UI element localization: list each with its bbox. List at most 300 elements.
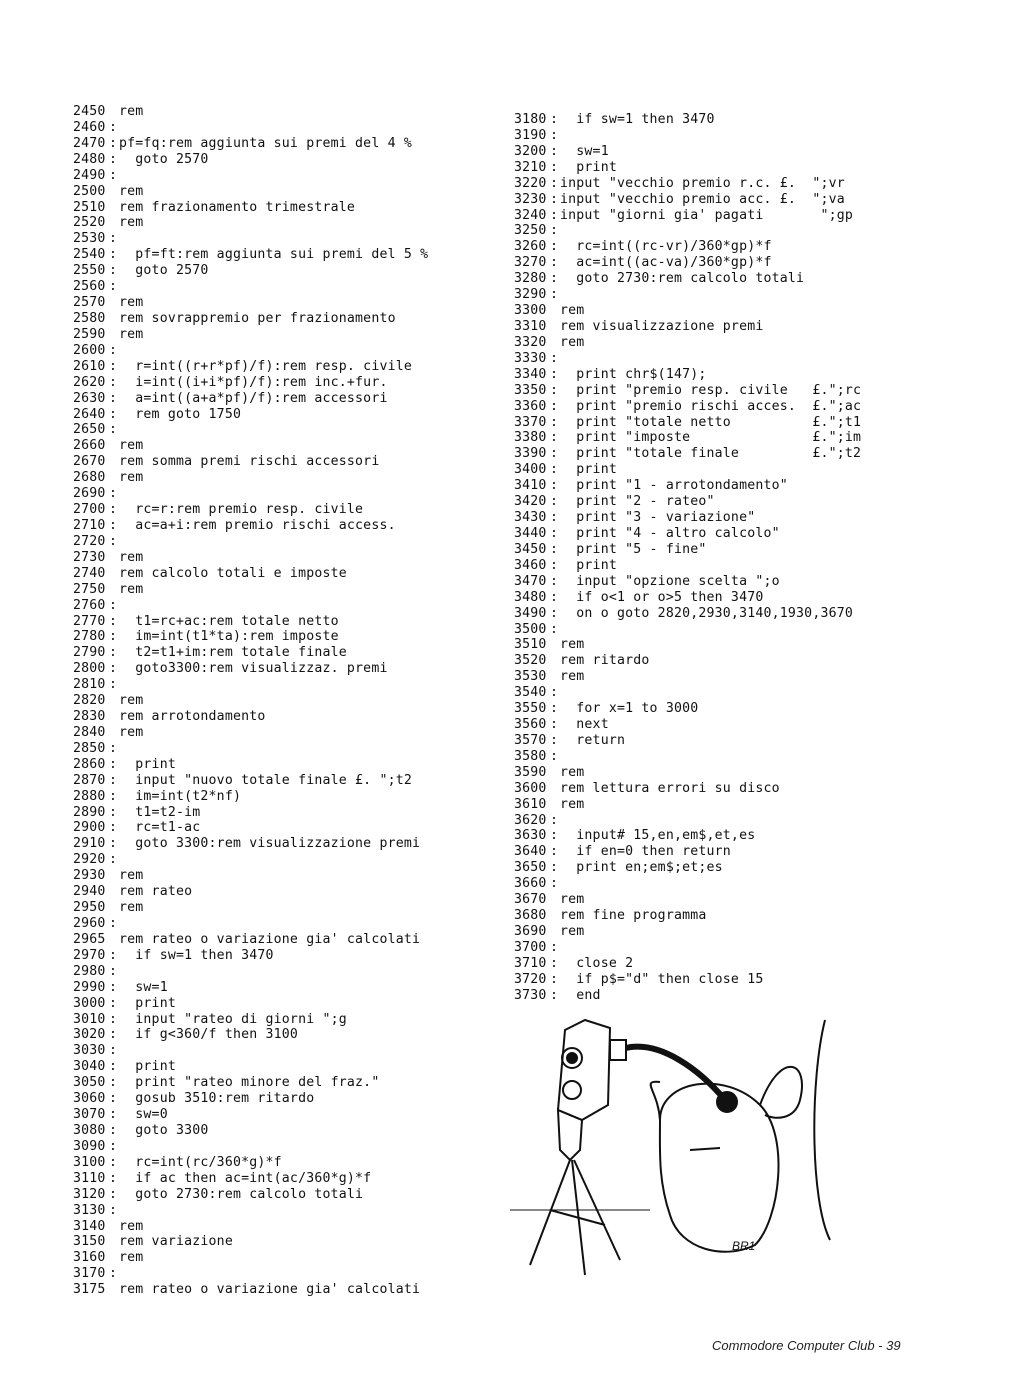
code-line <box>73 948 513 964</box>
line-number: 3620 <box>514 812 547 828</box>
line-separator: : <box>109 167 118 183</box>
line-number: 3660 <box>514 876 547 892</box>
code-text: goto 2570 <box>119 263 209 279</box>
code-text: print <box>119 756 176 772</box>
code-text: rem <box>119 900 144 916</box>
line-number: 2450 <box>73 104 106 119</box>
line-number: 3060 <box>73 1091 106 1107</box>
code-line <box>73 1043 513 1059</box>
code-text: rem fine programma <box>560 908 707 924</box>
code-line <box>73 773 513 789</box>
line-number: 3570 <box>514 732 547 748</box>
code-text: rem rateo <box>119 884 193 900</box>
code-line <box>514 574 984 590</box>
code-line <box>514 399 984 415</box>
code-text: print "premio rischi acces. £.";ac <box>560 398 862 414</box>
line-number: 2890 <box>73 804 106 820</box>
code-line <box>73 1075 513 1091</box>
code-text: rem <box>119 326 144 342</box>
line-separator: : <box>550 191 559 207</box>
code-text: for x=1 to 3000 <box>560 701 699 717</box>
code-text: rem variazione <box>119 1234 233 1250</box>
code-line <box>73 916 513 932</box>
line-number: 3710 <box>514 955 547 971</box>
line-separator: : <box>550 478 559 494</box>
code-line <box>73 598 513 614</box>
code-text: rem <box>560 669 585 685</box>
code-line <box>514 446 984 462</box>
line-number: 2840 <box>73 724 106 740</box>
mouse-cartoon-icon <box>651 1020 830 1252</box>
code-line <box>73 820 513 836</box>
line-number: 3320 <box>514 334 547 350</box>
code-line <box>514 239 984 255</box>
line-separator: : <box>550 271 559 287</box>
line-separator: : <box>550 350 559 366</box>
code-line <box>514 653 984 669</box>
line-number: 3350 <box>514 382 547 398</box>
line-separator: : <box>550 159 559 175</box>
line-number: 3190 <box>514 127 547 143</box>
code-text: rc=t1-ac <box>119 820 201 836</box>
line-separator: : <box>550 589 559 605</box>
code-line <box>514 542 984 558</box>
line-number: 3240 <box>514 207 547 223</box>
line-number: 2460 <box>73 119 106 135</box>
line-number: 2920 <box>73 852 106 868</box>
code-line <box>73 454 513 470</box>
code-text: rem <box>560 637 585 653</box>
code-text: end <box>560 987 601 1003</box>
code-line <box>73 852 513 868</box>
line-number: 2910 <box>73 836 106 852</box>
code-line <box>514 430 984 446</box>
line-number: 3030 <box>73 1043 106 1059</box>
line-number: 3070 <box>73 1107 106 1123</box>
line-separator: : <box>550 382 559 398</box>
code-text: rem <box>119 470 144 486</box>
code-text: rem sovrappremio per frazionamento <box>119 310 396 326</box>
line-separator: : <box>109 836 118 852</box>
code-text: print <box>119 995 176 1011</box>
code-line <box>514 637 984 653</box>
line-number: 2640 <box>73 406 106 422</box>
line-number: 3260 <box>514 239 547 255</box>
code-line <box>73 1027 513 1043</box>
code-line <box>514 876 984 892</box>
code-text: print "rateo minore del fraz." <box>119 1075 380 1091</box>
code-line <box>73 1107 513 1123</box>
line-number: 2830 <box>73 709 106 725</box>
line-number: 2530 <box>73 231 106 247</box>
code-line <box>73 789 513 805</box>
code-line <box>73 884 513 900</box>
line-number: 2690 <box>73 486 106 502</box>
code-line <box>514 112 984 128</box>
line-number: 2990 <box>73 979 106 995</box>
code-text: i=int((i+i*pf)/f):rem inc.+fur. <box>119 374 388 390</box>
code-text: rem <box>119 693 144 709</box>
line-number: 2510 <box>73 199 106 215</box>
line-separator: : <box>550 860 559 876</box>
code-line <box>514 208 984 224</box>
code-text: rem <box>119 295 144 311</box>
code-line <box>73 231 513 247</box>
line-number: 2540 <box>73 247 106 263</box>
code-line <box>514 813 984 829</box>
line-number: 3460 <box>514 557 547 573</box>
code-line <box>514 781 984 797</box>
line-number: 3230 <box>514 191 547 207</box>
code-text: print <box>560 462 617 478</box>
code-line <box>73 327 513 343</box>
line-separator: : <box>550 239 559 255</box>
code-text: rem <box>119 549 144 565</box>
code-text: input "rateo di giorni ";g <box>119 1011 347 1027</box>
line-separator: : <box>550 955 559 971</box>
line-separator: : <box>109 852 118 868</box>
line-separator: : <box>550 398 559 414</box>
code-line <box>73 1155 513 1171</box>
code-line <box>73 741 513 757</box>
code-text: rem <box>560 303 585 319</box>
line-separator: : <box>109 1043 118 1059</box>
code-line <box>73 1171 513 1187</box>
line-separator: : <box>550 255 559 271</box>
code-text: rem <box>119 1250 144 1266</box>
line-separator: : <box>109 740 118 756</box>
line-number: 3310 <box>514 318 547 334</box>
code-text: return <box>560 732 626 748</box>
line-separator: : <box>550 494 559 510</box>
line-separator: : <box>550 112 559 127</box>
code-line <box>514 892 984 908</box>
code-line <box>73 1282 513 1298</box>
line-separator: : <box>109 995 118 1011</box>
code-line <box>514 988 984 1004</box>
code-text: print "imposte £.";im <box>560 430 862 446</box>
line-separator: : <box>550 685 559 701</box>
line-separator: : <box>109 1154 118 1170</box>
line-separator: : <box>109 597 118 613</box>
line-number: 2980 <box>73 963 106 979</box>
code-line <box>514 192 984 208</box>
line-number: 2730 <box>73 549 106 565</box>
code-line <box>514 287 984 303</box>
line-number: 2580 <box>73 310 106 326</box>
code-line <box>73 470 513 486</box>
code-line <box>73 693 513 709</box>
line-number: 3110 <box>73 1170 106 1186</box>
line-number: 3480 <box>514 589 547 605</box>
code-line <box>514 956 984 972</box>
code-line <box>73 980 513 996</box>
line-number: 2960 <box>73 916 106 932</box>
code-line <box>514 510 984 526</box>
code-line <box>73 168 513 184</box>
code-line <box>514 415 984 431</box>
code-line <box>514 160 984 176</box>
code-text: ac=int((ac-va)/360*gp)*f <box>560 255 772 271</box>
code-line <box>514 526 984 542</box>
line-separator: : <box>109 661 118 677</box>
line-number: 2500 <box>73 183 106 199</box>
page-footer: Commodore Computer Club - 39 <box>712 1338 901 1353</box>
line-separator: : <box>550 127 559 143</box>
code-line <box>73 359 513 375</box>
code-line <box>514 940 984 956</box>
line-number: 3150 <box>73 1234 106 1250</box>
code-text: goto 2570 <box>119 151 209 167</box>
line-number: 3130 <box>73 1202 106 1218</box>
line-separator: : <box>550 175 559 191</box>
line-number: 3640 <box>514 844 547 860</box>
line-separator: : <box>550 446 559 462</box>
line-number: 2490 <box>73 167 106 183</box>
line-number: 2660 <box>73 438 106 454</box>
line-separator: : <box>109 502 118 518</box>
line-number: 3290 <box>514 287 547 303</box>
code-line <box>73 120 513 136</box>
line-separator: : <box>109 231 118 247</box>
code-line <box>73 757 513 773</box>
code-text: goto 3300 <box>119 1123 209 1138</box>
line-number: 3000 <box>73 995 106 1011</box>
code-text: t1=rc+ac:rem totale netto <box>119 613 339 629</box>
code-text: gosub 3510:rem ritardo <box>119 1091 315 1107</box>
line-number: 2970 <box>73 947 106 963</box>
code-line <box>514 383 984 399</box>
line-separator: : <box>550 971 559 987</box>
code-text: close 2 <box>560 955 634 971</box>
code-text: rem rateo o variazione gia' calcolati <box>119 1282 421 1298</box>
line-separator: : <box>550 605 559 621</box>
line-separator: : <box>550 939 559 955</box>
code-line <box>514 335 984 351</box>
code-text: rem <box>119 183 144 199</box>
line-separator: : <box>109 151 118 167</box>
code-text: input "opzione scelta ";o <box>560 573 780 589</box>
code-text: print en;em$;et;es <box>560 860 723 876</box>
line-number: 3200 <box>514 143 547 159</box>
code-line <box>73 279 513 295</box>
code-text: print "2 - rateo" <box>560 494 715 510</box>
code-line <box>514 908 984 924</box>
line-number: 3010 <box>73 1011 106 1027</box>
line-separator: : <box>109 342 118 358</box>
code-line <box>514 749 984 765</box>
line-separator: : <box>109 613 118 629</box>
code-line <box>514 255 984 271</box>
line-number: 3490 <box>514 605 547 621</box>
code-text: rem calcolo totali e imposte <box>119 565 347 581</box>
line-separator: : <box>550 510 559 526</box>
code-line <box>73 836 513 852</box>
code-line <box>73 486 513 502</box>
line-number: 2590 <box>73 326 106 342</box>
code-line <box>73 1266 513 1282</box>
code-text: im=int(t2*nf) <box>119 788 242 804</box>
code-text: rem <box>560 924 585 940</box>
code-line <box>73 1234 513 1250</box>
line-separator: : <box>109 1202 118 1218</box>
line-number: 3420 <box>514 494 547 510</box>
code-text: input# 15,en,em$,et,es <box>560 828 756 844</box>
line-number: 3730 <box>514 987 547 1003</box>
code-text: on o goto 2820,2930,3140,1930,3670 <box>560 605 854 621</box>
line-separator: : <box>109 1075 118 1091</box>
line-number: 2620 <box>73 374 106 390</box>
line-separator: : <box>109 645 118 661</box>
line-number: 3370 <box>514 414 547 430</box>
line-separator: : <box>109 406 118 422</box>
line-separator: : <box>109 279 118 295</box>
line-separator: : <box>550 876 559 892</box>
line-separator: : <box>550 462 559 478</box>
line-number: 3720 <box>514 971 547 987</box>
line-separator: : <box>109 1091 118 1107</box>
line-number: 3390 <box>514 446 547 462</box>
line-number: 3650 <box>514 860 547 876</box>
line-separator: : <box>550 287 559 303</box>
code-line <box>514 972 984 988</box>
line-number: 3175 <box>73 1282 106 1298</box>
code-text: input "nuovo totale finale £. ";t2 <box>119 772 413 788</box>
code-line <box>73 438 513 454</box>
code-text: if en=0 then return <box>560 844 731 860</box>
line-separator: : <box>109 533 118 549</box>
line-separator: : <box>109 263 118 279</box>
line-number: 2740 <box>73 565 106 581</box>
line-number: 3560 <box>514 717 547 733</box>
code-text: if o<1 or o>5 then 3470 <box>560 589 764 605</box>
line-number: 3210 <box>514 159 547 175</box>
line-number: 3330 <box>514 350 547 366</box>
code-text: print "3 - variazione" <box>560 510 756 526</box>
line-separator: : <box>550 557 559 573</box>
line-separator: : <box>109 772 118 788</box>
line-number: 3530 <box>514 669 547 685</box>
code-text: if p$="d" then close 15 <box>560 971 764 987</box>
line-separator: : <box>109 1186 118 1202</box>
code-line <box>514 924 984 940</box>
line-number: 3470 <box>514 573 547 589</box>
code-line <box>73 566 513 582</box>
code-text: rem frazionamento trimestrale <box>119 199 356 215</box>
code-line <box>514 733 984 749</box>
line-separator: : <box>109 629 118 645</box>
line-separator: : <box>550 414 559 430</box>
code-line <box>73 550 513 566</box>
code-line <box>514 669 984 685</box>
code-line <box>73 295 513 311</box>
line-number: 2670 <box>73 454 106 470</box>
line-number: 3580 <box>514 748 547 764</box>
line-separator: : <box>109 390 118 406</box>
code-text: print "5 - fine" <box>560 541 707 557</box>
line-number: 3270 <box>514 255 547 271</box>
code-line <box>73 518 513 534</box>
line-separator: : <box>109 1107 118 1123</box>
code-text: if sw=1 then 3470 <box>560 112 715 127</box>
line-number: 3550 <box>514 701 547 717</box>
code-line <box>73 1059 513 1075</box>
line-separator: : <box>550 828 559 844</box>
code-text: print "4 - altro calcolo" <box>560 525 780 541</box>
line-separator: : <box>550 717 559 733</box>
line-number: 2560 <box>73 279 106 295</box>
line-number: 3170 <box>73 1266 106 1282</box>
code-text: rem <box>560 796 585 812</box>
code-line <box>73 1203 513 1219</box>
code-line <box>514 478 984 494</box>
cartoon-illustration <box>510 1010 850 1280</box>
line-separator: : <box>109 979 118 995</box>
line-number: 3680 <box>514 908 547 924</box>
line-separator: : <box>109 517 118 533</box>
line-number: 2870 <box>73 772 106 788</box>
line-number: 3120 <box>73 1186 106 1202</box>
line-number: 2480 <box>73 151 106 167</box>
code-text: rem <box>119 104 144 119</box>
line-separator: : <box>109 963 118 979</box>
code-line <box>73 964 513 980</box>
code-line <box>73 1250 513 1266</box>
code-text: next <box>560 717 609 733</box>
line-separator: : <box>550 748 559 764</box>
code-text: input "giorni gia' pagati ";gp <box>560 207 854 223</box>
code-text: rc=int(rc/360*g)*f <box>119 1154 282 1170</box>
code-listing-right-column <box>514 112 984 1004</box>
line-number: 3690 <box>514 924 547 940</box>
code-text: rem <box>119 868 144 884</box>
code-text: goto 2730:rem calcolo totali <box>119 1186 364 1202</box>
code-line <box>73 614 513 630</box>
code-line <box>514 590 984 606</box>
code-text: print <box>560 557 617 573</box>
code-text: im=int(t1*ta):rem imposte <box>119 629 339 645</box>
line-number: 2760 <box>73 597 106 613</box>
code-line <box>73 1139 513 1155</box>
line-number: 3410 <box>514 478 547 494</box>
code-listing-left-column <box>73 104 513 1298</box>
line-separator: : <box>109 1138 118 1154</box>
code-text: rem goto 1750 <box>119 406 242 422</box>
line-number: 2710 <box>73 517 106 533</box>
line-number: 2930 <box>73 868 106 884</box>
line-separator: : <box>550 987 559 1003</box>
code-line <box>514 797 984 813</box>
line-separator: : <box>550 430 559 446</box>
line-number: 2630 <box>73 390 106 406</box>
line-separator: : <box>109 788 118 804</box>
line-number: 2820 <box>73 693 106 709</box>
camera-tripod-icon <box>510 1020 725 1275</box>
line-separator: : <box>109 820 118 836</box>
line-separator: : <box>109 119 118 135</box>
line-separator: : <box>109 422 118 438</box>
code-text: rem <box>119 438 144 454</box>
line-number: 2950 <box>73 900 106 916</box>
line-number: 3360 <box>514 398 547 414</box>
line-number: 3630 <box>514 828 547 844</box>
line-separator: : <box>109 947 118 963</box>
code-text: pf=ft:rem aggiunta sui premi del 5 % <box>119 247 429 263</box>
line-number: 2680 <box>73 470 106 486</box>
line-number: 2600 <box>73 342 106 358</box>
code-line <box>73 1187 513 1203</box>
code-text: t1=t2-im <box>119 804 201 820</box>
